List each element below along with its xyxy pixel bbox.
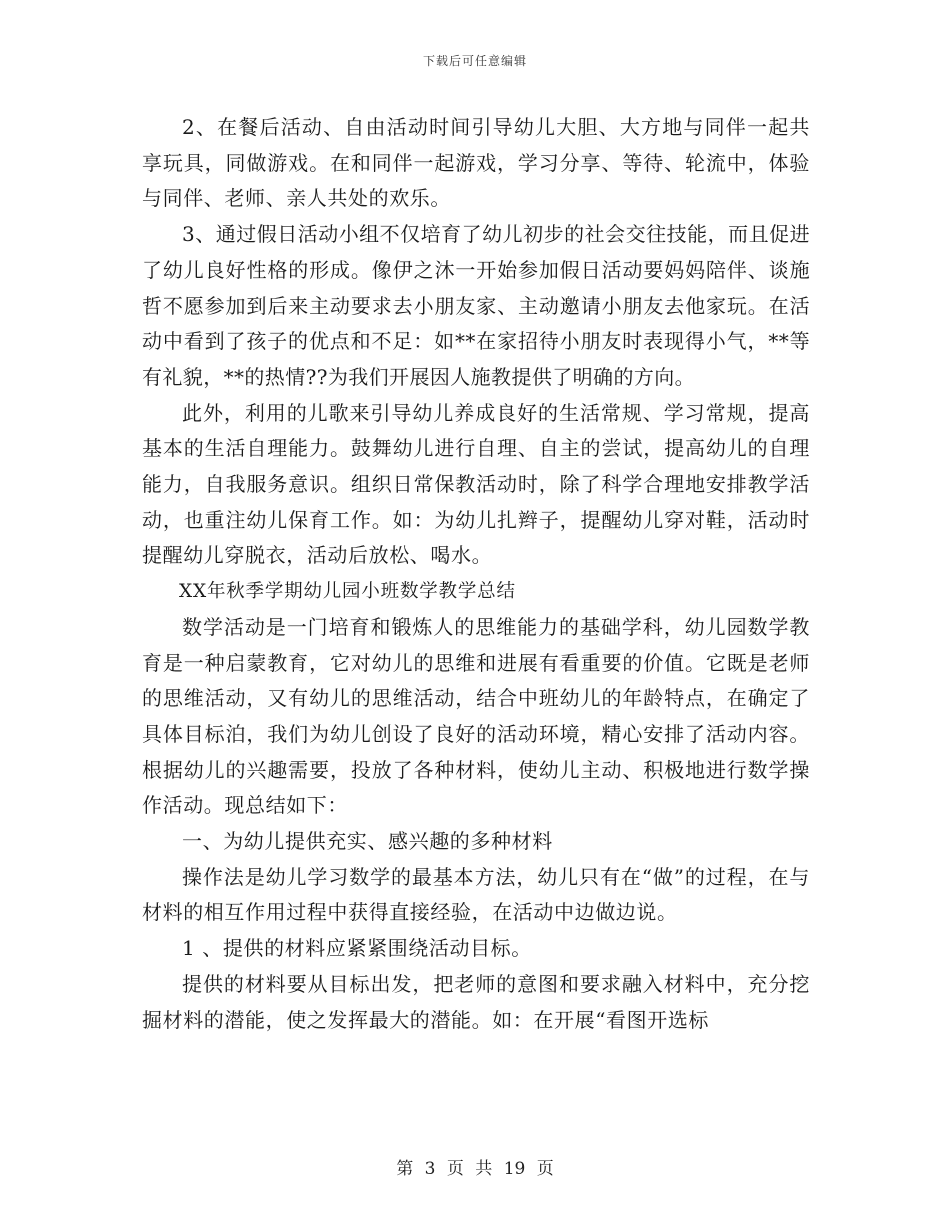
subsection-heading-1: 一、为幼儿提供充实、感兴趣的多种材料 — [182, 829, 553, 854]
section-title: XX年秋季学期幼儿园小班数学教学总结 — [179, 581, 516, 603]
list-item-1-heading: 1 、提供的材料应紧紧围绕活动目标。 — [182, 936, 532, 961]
document-body — [142, 110, 810, 1038]
paragraph-daily-routine: 此外，利用的儿歌来引导幼儿养成良好的生活常规、学习常规，提高基本的生活自理能力。鼓舞幼儿进行自理、自主的尝试，提高幼儿的自理能力，自我服务意识。组织日常保教活动时，除了科学合理地安排教学活动，也重注幼儿保育工作。如：为幼儿扎辫子，提醒幼儿穿对鞋，活动时提醒幼儿穿脱衣，活动后放松、喝水。 — [142, 400, 810, 568]
paragraph-operation-method: 操作法是幼儿学习数学的最基本方法，幼儿只有在“做”的过程，在与材料的相互作用过程中获得直接经验，在活动中边做边说。 — [142, 864, 810, 925]
paragraph-item-3: 3、通过假日活动小组不仅培育了幼儿初步的社会交往技能，而且促进了幼儿良好性格的形成。像伊之沐一开始参加假日活动要妈妈陪伴、谈施哲不愿参加到后来主动要求去小朋友家、主动邀请小朋友去他家玩。在活动中看到了孩子的优点和不足：如**在家招待小朋友时表现得小气，**等有礼貌，**的热情??为我们开展因人施教提供了明确的方向。 — [142, 222, 810, 389]
paragraph-item-2: 2、在餐后活动、自由活动时间引导幼儿大胆、大方地与同伴一起共享玩具，同做游戏。在和同伴一起游戏，学习分享、等待、轮流中，体验与同伴、老师、亲人共处的欢乐。 — [142, 115, 810, 211]
page-header-note: 下载后可任意编辑 — [422, 54, 527, 68]
page-footer-number: 第 3 页 共 19 页 — [396, 1159, 554, 1179]
paragraph-math-intro: 数学活动是一门培育和锻炼人的思维能力的基础学科，幼儿园数学教育是一种启蒙教育，它对幼儿的思维和进展有看重要的价值。它既是老师的思维活动，又有幼儿的思维活动，结合中班幼儿的年龄特点，在确定了具体目标泊，我们为幼儿创设了良好的活动环境，精心安排了活动内容。根据幼儿的兴趣需要，投放了各种材料，使幼儿主动、积极地进行数学操作活动。现总结如下： — [142, 614, 810, 818]
paragraph-materials: 提供的材料要从目标出发，把老师的意图和要求融入材料中，充分挖掘材料的潜能，使之发挥最大的潜能。如：在开展“看图开选标 — [142, 971, 810, 1032]
